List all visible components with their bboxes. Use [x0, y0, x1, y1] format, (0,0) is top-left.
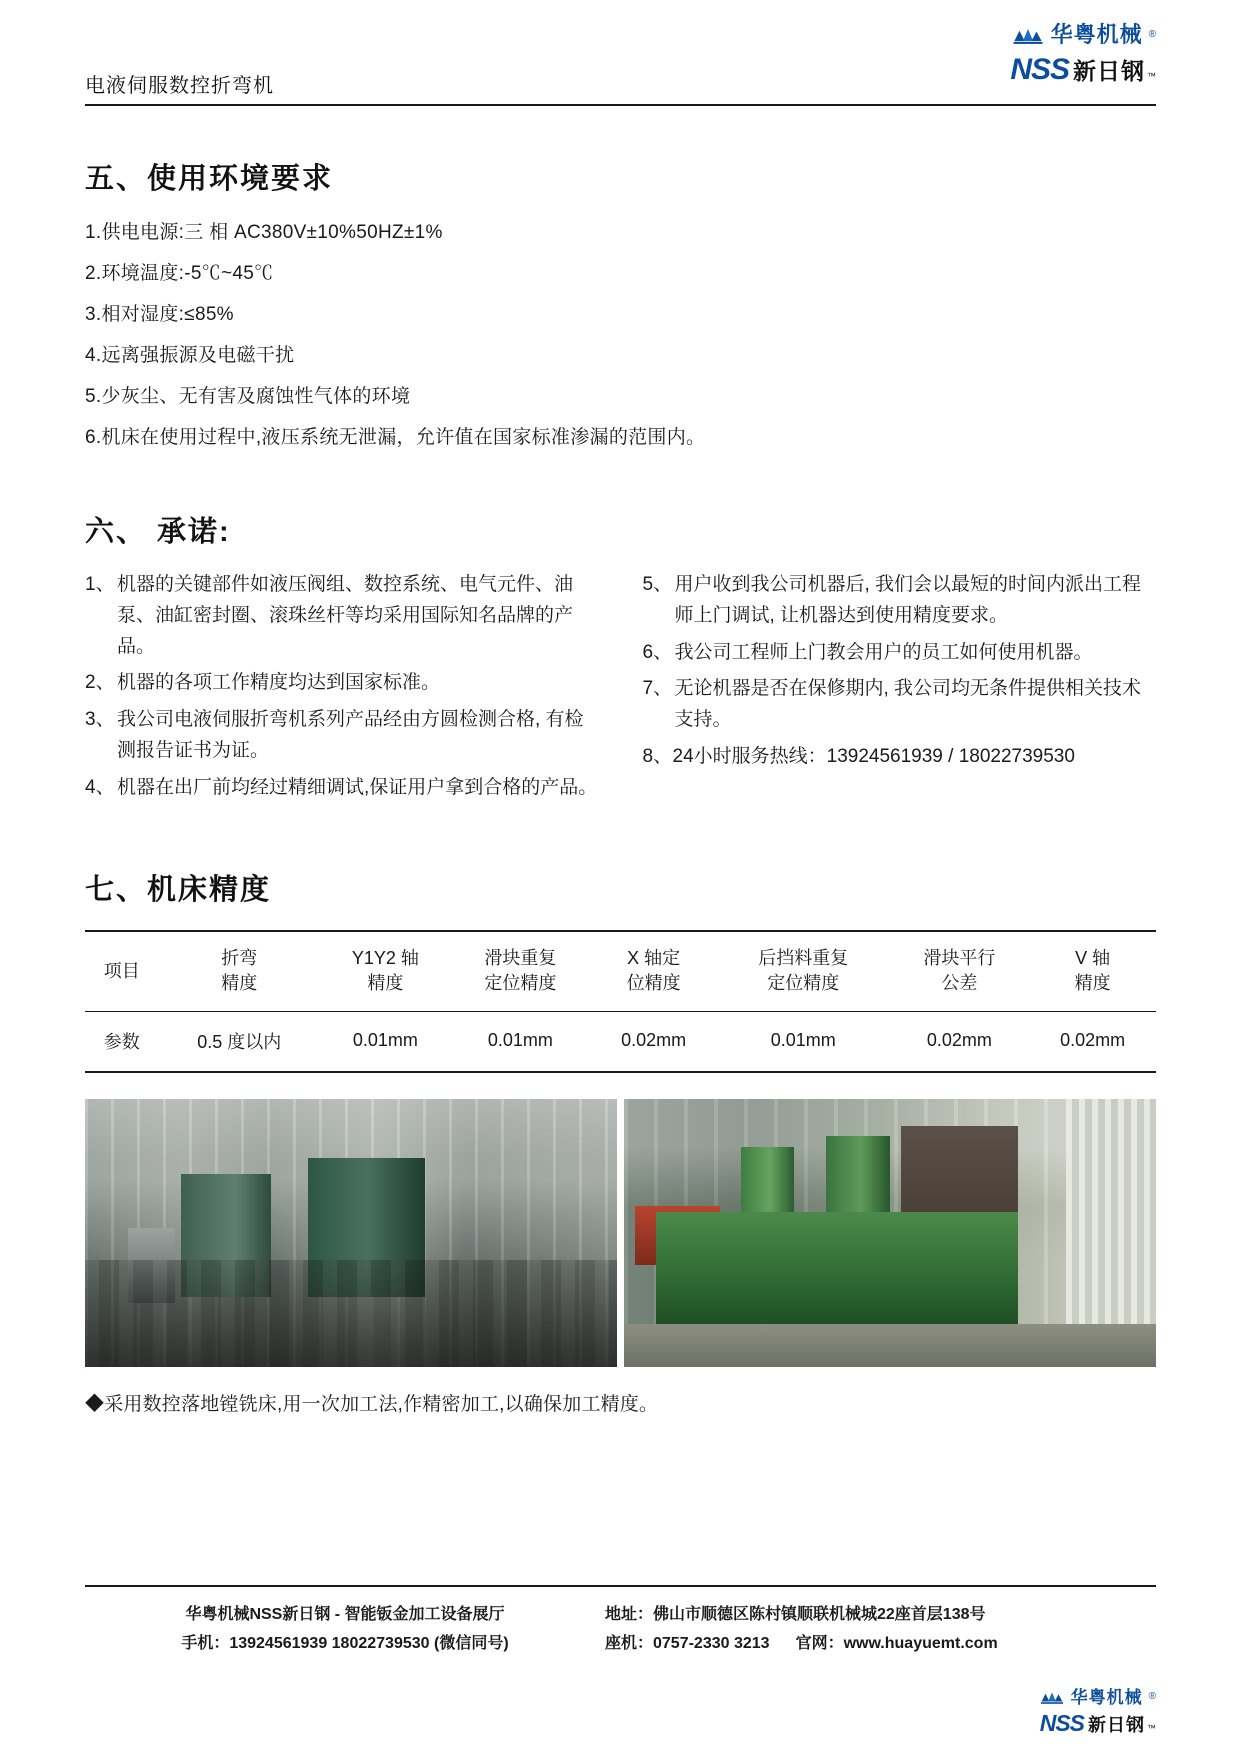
- factory-photo-right: [624, 1099, 1156, 1367]
- list-item: [643, 638, 1157, 669]
- footer-website[interactable]: 官网：www.huayuemt.com: [795, 1635, 998, 1653]
- photo-floor-shape: [624, 1324, 1156, 1367]
- section-5-title: 五、使用环境要求: [85, 163, 334, 195]
- header-line-2: 定位精度: [484, 972, 557, 993]
- document-subtitle: 电液伺服数控折弯机: [85, 75, 274, 97]
- table-cell: 0.01mm: [717, 1011, 890, 1072]
- header-line-1: 项目: [103, 960, 140, 981]
- table-row: [85, 1011, 1156, 1072]
- header-line-1: X 轴定: [627, 948, 681, 969]
- photo-machine-shape: [181, 1174, 271, 1297]
- footer-company-block: [85, 1600, 605, 1659]
- list-item-number: 3、: [85, 709, 115, 731]
- list-item-text: 机器的各项工作精度均达到国家标准。: [117, 672, 441, 694]
- page-header: [85, 0, 1156, 120]
- table-header-cell: [590, 931, 717, 1011]
- photo-machine-shape: [308, 1158, 425, 1297]
- commitment-list-left: [85, 570, 599, 809]
- photo-machine-bed-shape: [656, 1212, 1018, 1330]
- footer-address-line: 地址：佛山市顺德区陈村镇顺联机械城22座首层138号: [605, 1605, 986, 1623]
- brand-nss-text: NSS: [1010, 53, 1069, 86]
- list-item-text: 无论机器是否在保修期内, 我公司均无条件提供相关技术支持。: [674, 678, 1142, 731]
- header-line-2: 位精度: [626, 972, 681, 993]
- section-6-title: 六、 承诺:: [85, 516, 231, 548]
- table-cell: 0.02mm: [590, 1011, 717, 1072]
- list-item: [85, 705, 599, 767]
- page-footer: [85, 1600, 1156, 1659]
- header-line-1: Y1Y2 轴: [351, 948, 419, 969]
- footer-divider: [85, 1585, 1156, 1587]
- list-item-number: 4、: [85, 776, 115, 798]
- brand-sub-text: 新日钢: [1073, 58, 1145, 84]
- table-header-cell: [85, 931, 158, 1011]
- list-item-number: 1、: [85, 574, 115, 595]
- list-item: 2.环境温度:-5℃~45℃: [85, 263, 274, 284]
- table-cell: 0.02mm: [1029, 1011, 1156, 1072]
- list-item: [85, 773, 599, 804]
- section-environment: [85, 156, 1156, 447]
- table-header-cell: [320, 931, 450, 1011]
- list-item: [643, 674, 1157, 736]
- trademark-mark: ™: [1147, 1723, 1156, 1733]
- section-commitment: [85, 509, 1156, 809]
- section-accuracy: [85, 867, 1156, 1073]
- footer-logo: [1039, 1687, 1156, 1735]
- header-line-2: 精度: [1074, 972, 1111, 993]
- table-cell: 0.01mm: [451, 1011, 591, 1072]
- list-item-number: 5、: [642, 574, 673, 595]
- header-divider: [85, 104, 1156, 106]
- header-line-1: 滑块重复: [484, 948, 557, 969]
- footer-showroom-line: 华粤机械NSS新日钢 - 智能钣金加工设备展厅: [185, 1605, 505, 1623]
- list-item: 3.相对湿度:≤85%: [85, 304, 234, 325]
- gear-logo-icon: [1039, 1687, 1065, 1707]
- list-item-text: 我公司工程师上门教会用户的员工如何使用机器。: [674, 641, 1093, 663]
- list-item: 6.机床在使用过程中,液压系统无泄漏，允许值在国家标准渗漏的范围内。: [85, 427, 706, 448]
- photo-gallery: [85, 1099, 1156, 1367]
- list-item-number: 6、: [642, 641, 673, 663]
- list-item: [85, 570, 599, 662]
- header-line-2: 精度: [367, 972, 404, 993]
- list-item: 5.少灰尘、无有害及腐蚀性气体的环境: [85, 386, 411, 407]
- list-item-number: 2、: [85, 672, 115, 694]
- trademark-mark: ™: [1147, 71, 1156, 81]
- footer-contact-block: [605, 1600, 1156, 1659]
- table-header-cell: [158, 931, 320, 1011]
- header-line-2: 公差: [941, 972, 978, 993]
- header-line-1: 折弯: [221, 948, 258, 969]
- list-item-text: 我公司电液伺服折弯机系列产品经由方圆检测合格, 有检测报告证书为证。: [117, 709, 584, 761]
- header-line-1: V 轴: [1075, 948, 1111, 969]
- list-item: [85, 668, 599, 699]
- table-cell: 0.5 度以内: [158, 1011, 320, 1072]
- table-header-cell: [890, 931, 1030, 1011]
- header-line-1: 后挡料重复: [758, 948, 849, 969]
- list-item: [643, 570, 1157, 632]
- list-item: 4.远离强振源及电磁干扰: [85, 345, 295, 366]
- header-line-2: 定位精度: [767, 972, 840, 993]
- footer-mobile-line: 手机：13924561939 18022739530 (微信同号): [181, 1635, 509, 1653]
- list-item-text: 用户收到我公司机器后, 我们会以最短的时间内派出工程师上门调试, 让机器达到使用精度要求。: [674, 574, 1142, 626]
- table-header-cell: [717, 931, 890, 1011]
- brand-sub-text: 新日钢: [1088, 1715, 1145, 1735]
- photo-caption: ◆采用数控落地镗铣床,用一次加工法,作精密加工,以确保加工精度。: [85, 1393, 659, 1415]
- list-item-text: 机器在出厂前均经过精细调试,保证用户拿到合格的产品。: [117, 776, 598, 798]
- registered-mark: ®: [1148, 1691, 1156, 1702]
- photo-machine-shape: [128, 1228, 176, 1303]
- table-cell: 0.02mm: [890, 1011, 1030, 1072]
- photo-wall-shape: [1066, 1099, 1156, 1335]
- company-logo: [1010, 22, 1156, 85]
- header-line-1: 滑块平行: [923, 948, 996, 969]
- section-7-title: 七、机床精度: [85, 874, 272, 907]
- list-item-number: 8、: [642, 745, 673, 767]
- list-item: [643, 742, 1157, 773]
- brand-nss-text: NSS: [1039, 1710, 1084, 1736]
- factory-photo-left: [85, 1099, 617, 1367]
- brand-name-cn: 华粤机械: [1070, 1687, 1143, 1707]
- list-item-text: 24小时服务热线：13924561939 / 18022739530: [672, 745, 1075, 767]
- table-header-row: [85, 931, 1156, 1011]
- table-cell: 0.01mm: [320, 1011, 450, 1072]
- table-cell: 参数: [85, 1011, 158, 1072]
- table-header-cell: [1029, 931, 1156, 1011]
- list-item: 1.供电电源:三 相 AC380V±10%50HZ±1%: [85, 222, 443, 243]
- table-header-cell: [451, 931, 591, 1011]
- machine-accuracy-table: [85, 930, 1156, 1073]
- gear-logo-icon: [1011, 22, 1045, 48]
- list-item-text: 机器的关键部件如液压阀组、数控系统、电气元件、油泵、油缸密封圈、滚珠丝杆等均采用国际知名品牌的产品。: [117, 574, 574, 657]
- footer-telephone: 座机：0757-2330 3213: [605, 1635, 770, 1653]
- commitment-list-right: [643, 570, 1157, 809]
- list-item-number: 7、: [642, 678, 673, 700]
- brand-name-cn: 华粤机械: [1050, 22, 1143, 47]
- environment-requirement-list: [85, 223, 1156, 447]
- header-line-2: 精度: [221, 972, 258, 993]
- registered-mark: ®: [1148, 29, 1156, 40]
